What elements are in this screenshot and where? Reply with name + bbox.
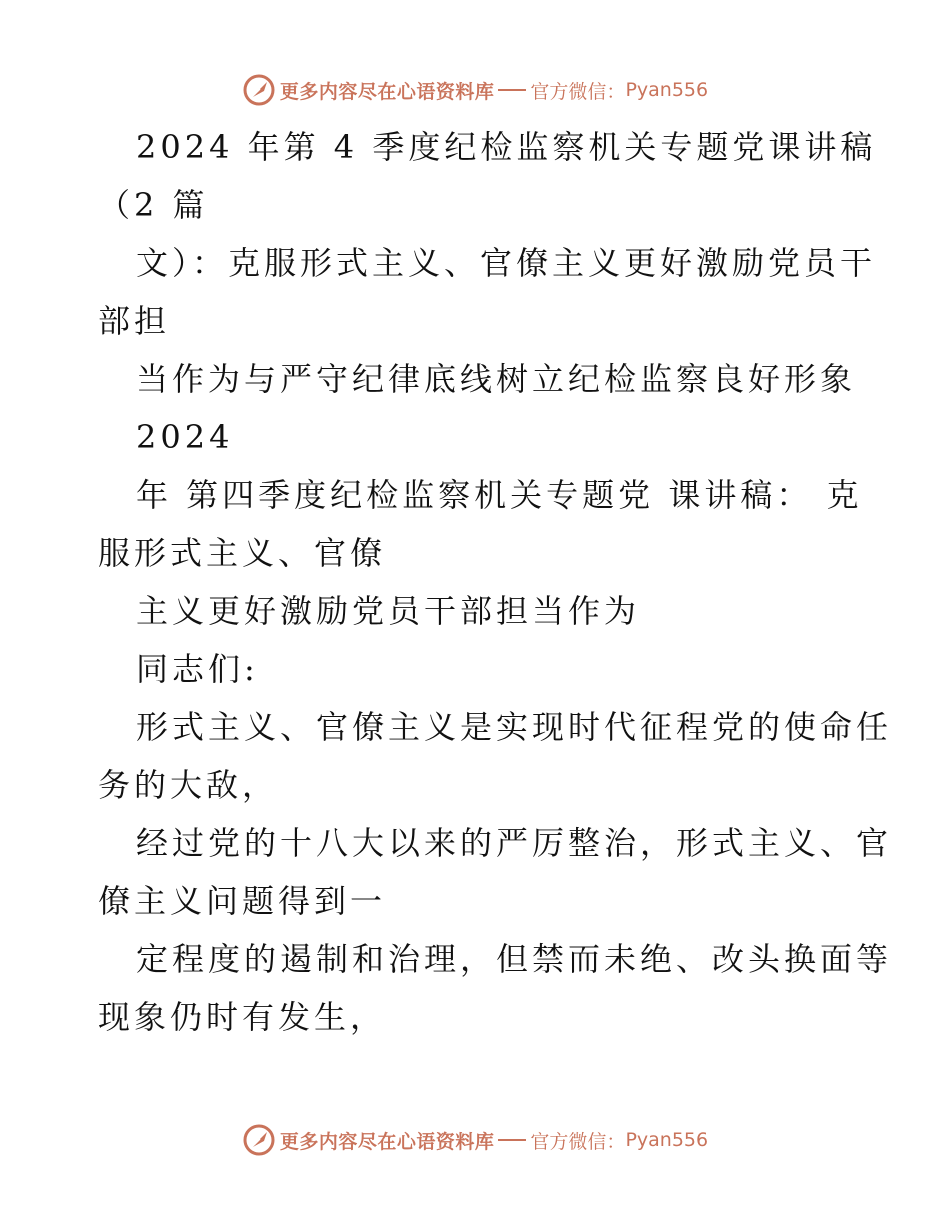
separator-dash bbox=[498, 1139, 526, 1141]
paragraph-line: 定程度的遏制和治理，但禁而未绝、改头换面等 bbox=[136, 940, 893, 978]
feather-logo-icon bbox=[242, 1123, 276, 1157]
separator-dash bbox=[498, 89, 526, 91]
contact-id: Pyan556 bbox=[625, 79, 709, 101]
feather-logo-icon bbox=[242, 73, 276, 107]
paragraph-line: 形式主义、官僚主义是实现时代征程党的使命任 bbox=[136, 708, 893, 746]
subtitle-line-3: 服形式主义、官僚 bbox=[98, 534, 387, 572]
paragraph-line: 僚主义问题得到一 bbox=[98, 882, 387, 920]
contact-label: 官方微信： bbox=[530, 1130, 626, 1153]
paragraph-line: 务的大敌， bbox=[98, 766, 279, 804]
subtitle-line-4: 主义更好激励党员干部担当作为 bbox=[136, 592, 641, 630]
title-line-2: （2 篇 bbox=[98, 186, 209, 224]
contact-label: 官方微信： bbox=[530, 80, 626, 103]
subtitle-line-2: 年 第四季度纪检监察机关专题党 课讲稿： 克 bbox=[136, 476, 863, 514]
header-watermark bbox=[0, 68, 950, 112]
paragraph-line: 经过党的十八大以来的严厉整治，形式主义、官 bbox=[136, 824, 893, 862]
contact-id: Pyan556 bbox=[625, 1129, 709, 1151]
title-line-1: 2024 年第 4 季度纪检监察机关专题党课讲稿 bbox=[136, 128, 877, 166]
title-line-5: 当作为与严守纪律底线树立纪检监察良好形象 bbox=[136, 360, 857, 398]
subtitle-line-1: 2024 bbox=[136, 418, 234, 456]
salutation: 同志们: bbox=[136, 650, 259, 688]
paragraph-line: 现象仍时有发生， bbox=[98, 998, 387, 1036]
document-body bbox=[98, 118, 893, 1046]
brand-text: 更多内容尽在心语资料库 bbox=[279, 80, 495, 103]
title-line-4: 部担 bbox=[98, 302, 171, 340]
title-line-3: 文）：克服形式主义、官僚主义更好激励党员干 bbox=[136, 244, 877, 282]
brand-text: 更多内容尽在心语资料库 bbox=[279, 1130, 495, 1153]
footer-watermark bbox=[0, 1118, 950, 1162]
